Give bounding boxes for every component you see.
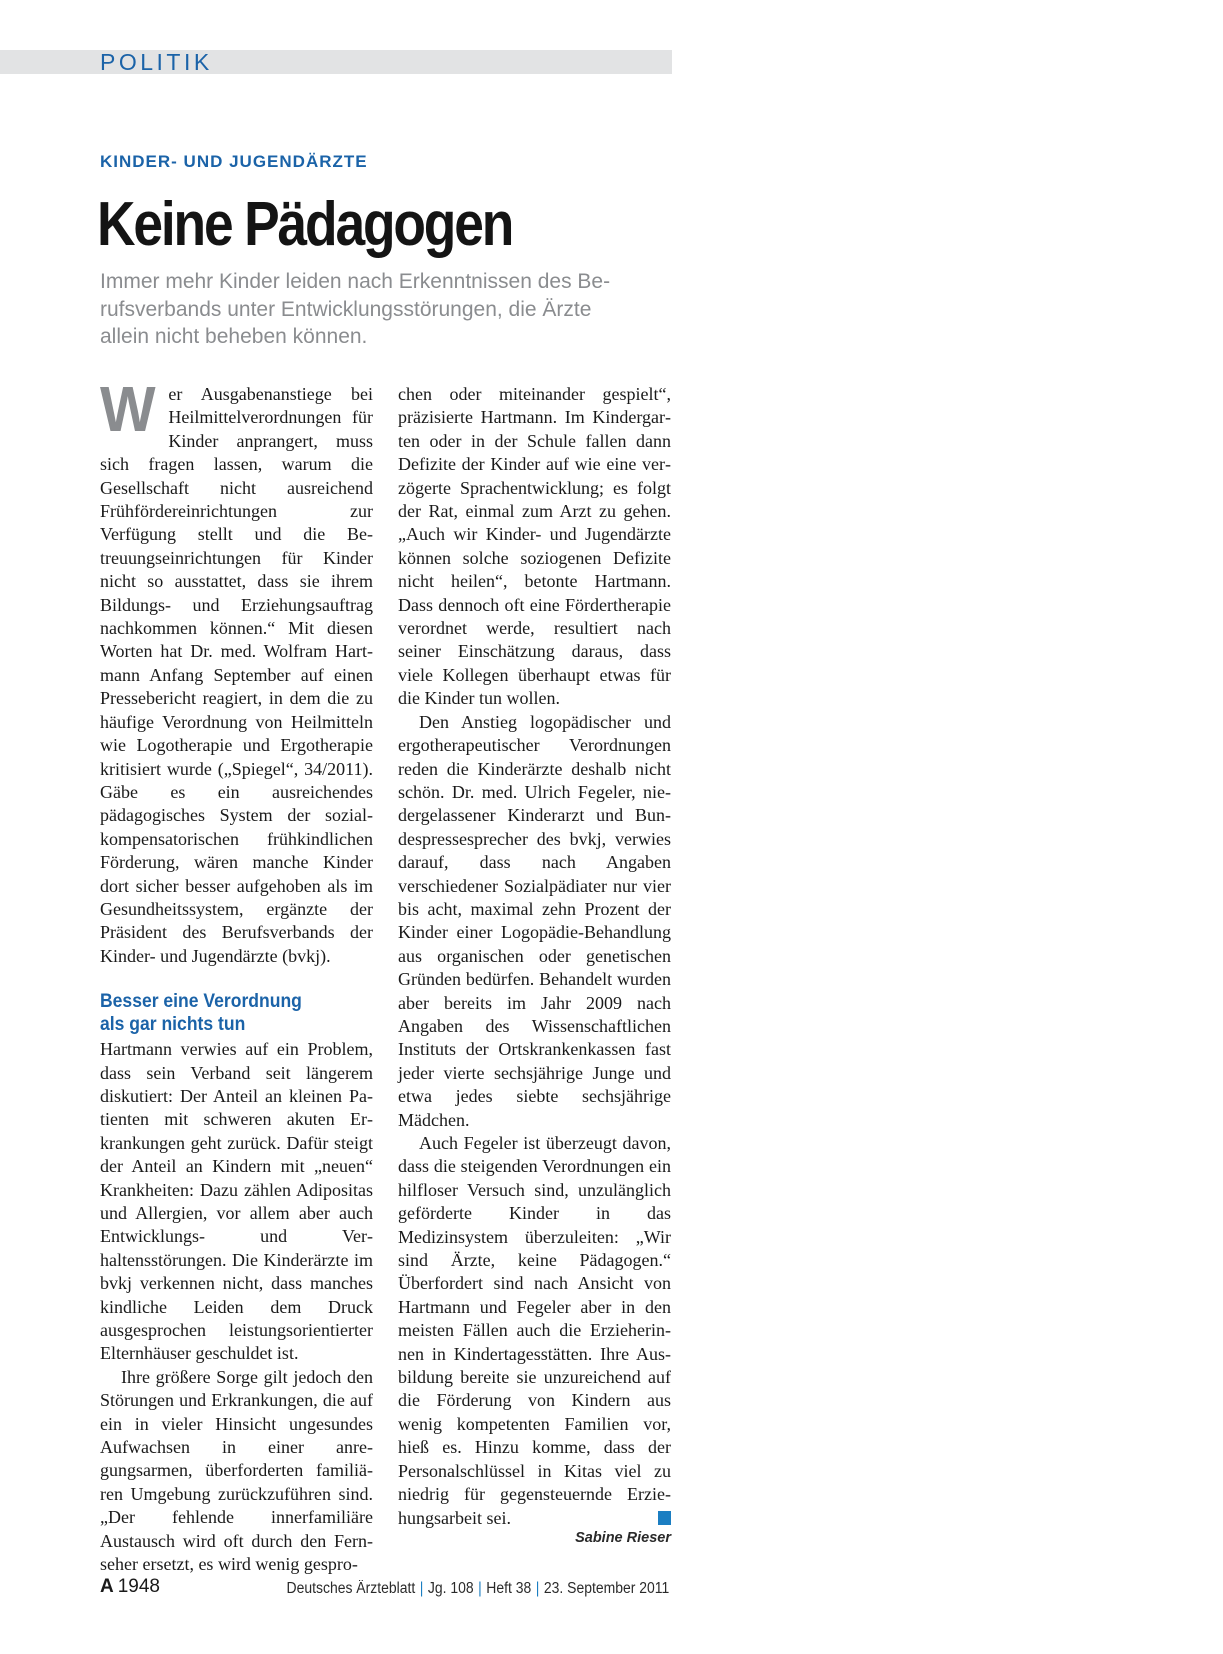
journal-volume: Jg. 108 xyxy=(427,1580,474,1597)
separator: | xyxy=(419,1580,424,1597)
folio-number: 1948 xyxy=(117,1576,161,1597)
folio-prefix: A xyxy=(100,1576,114,1597)
body-paragraph-text: er Ausgabenanstiege bei Heilmittelverordnungen für Kinder anprangert, muss sich fragen lassen, warum die Gesellschaft nicht ausreichend Frühfördereinrichtungen zur Verfügung stellt und die Betreuungseinrichtungen für Kinder nicht so ausstattet, dass sie ihrem Bildungs- und Erziehungsauftrag nachkommen können.“ Mit diesen Worten hat Dr. med. Wolfram Hartmann Anfang September auf einen Pressebericht reagiert, in dem die zu häufige Verordnung von Heilmitteln wie Logotherapie und Ergotherapie kritisiert wurde („Spiegel“, 34/2011). Gäbe es ein ausreichendes pädagogisches System der sozialkompensatorischen frühkindlichen Förderung, wären manche Kinder dort sicher besser aufgehoben als im Gesundheitssystem, ergänzte der Präsident des Berufsverbands der Kinder- und Jugendärzte (bvkj). xyxy=(100,384,373,966)
article-subheading xyxy=(100,990,370,1036)
subheading-line: Besser eine Verordnung xyxy=(100,990,302,1013)
body-paragraph xyxy=(100,373,373,968)
body-paragraph-text: Auch Fegeler ist überzeugt davon, dass die steigenden Verordnungen ein hilfloser Versuch sind, unzulänglich geförderte Kinder in das Medizinsystem überzuleiten: „Wir sind Ärzte, keine Pädagogen.“ Überfordert sind nach Ansicht von Hartmann und Fegeler aber in den meisten Fällen auch die Erzieherinnen in Kindertagesstätten. Ihre Ausbildung bereite sie unzureichend auf die Förderung von Kindern aus wenig kompetenten Familien vor, hieß es. Hinzu komme, dass der Personalschlüssel in Kitas viel zu niedrig für gegensteuernde Erziehungsarbeit sei. xyxy=(398,1133,671,1528)
journal-issue: Heft 38 xyxy=(486,1580,531,1597)
subheading-line: als gar nichts tun xyxy=(100,1013,246,1036)
body-paragraph-continued: chen oder miteinander gespielt“, präzisierte Hartmann. Im Kindergarten oder in der Schule fallen dann Defizite der Kinder auf wie eine verzögerte Sprachentwicklung; es folgt der Rat, einmal zum Arzt zu gehen. „Auch wir Kinder- und Jugendärzte können solche soziogenen Defizite nicht heilen“, betonte Hartmann. Dass dennoch oft eine Fördertherapie verordnet werde, resultiert nach seiner Einschätzung daraus, dass viele Kollegen überhaupt etwas für die Kinder tun wollen. xyxy=(398,384,671,709)
deck-line: allein nicht beheben können. xyxy=(100,325,368,348)
body-paragraph xyxy=(398,1132,671,1530)
section-label: POLITIK xyxy=(100,49,213,75)
journal-date: 23. September 2011 xyxy=(543,1580,669,1597)
deck-line: Immer mehr Kinder leiden nach Erkenntnissen des Be- xyxy=(100,270,611,293)
article-deck xyxy=(100,268,672,351)
separator: | xyxy=(535,1580,540,1597)
journal-name: Deutsches Ärzteblatt xyxy=(286,1580,415,1597)
body-paragraph: Ihre größere Sorge gilt jedoch den Störungen und Erkrankungen, die auf ein in vieler Hinsicht ungesundes Aufwachsen in einer anregungsarmen, überforderten familiären Umgebung zurückzuführen sind. „Der fehlende innerfamiliäre Austausch wird oft durch den Fernseher ersetzt, es wird wenig gespro- xyxy=(100,1366,373,1575)
article-headline: Keine Pädagogen xyxy=(97,190,513,259)
page-folio xyxy=(100,1576,160,1598)
author-byline: Sabine Rieser xyxy=(575,1530,671,1546)
body-paragraph: Den Anstieg logopädischer und ergotherapeutischer Verordnungen reden die Kinderärzte deshalb nicht schön. Dr. med. Ulrich Fegeler, niedergelassener Kinderarzt und Bundespressesprecher des bvkj, verwies darauf, dass nach Angaben verschiedener Sozialpädiater nur vier bis acht, maximal zehn Prozent der Kinder einer Logopädie-Behandlung aus organischen oder genetischen Gründen bedürfen. Behandelt wurden aber bereits im Jahr 2009 nach Angaben des Wissenschaftlichen Instituts der Ortskrankenkassen fast jeder vierte sechsjährige Junge und etwa jedes siebte sechsjährige Mädchen. xyxy=(398,711,671,1130)
separator: | xyxy=(477,1580,482,1597)
end-of-article-marker xyxy=(658,1511,671,1525)
drop-cap: W xyxy=(100,373,156,445)
article-kicker: KINDER- UND JUGENDÄRZTE xyxy=(100,152,368,171)
article-column-left xyxy=(100,373,373,1577)
body-paragraph: Hartmann verwies auf ein Problem, dass sein Verband seit längerem diskutiert: Der Anteil an kleinen Patienten mit schweren akuten Erkrankungen geht zurück. Dafür steigt der Anteil an Kindern mit „neuen“ Krankheiten: Dazu zählen Adipositas und Allergien, vor allem aber auch Entwicklungs- und Verhaltensstörungen. Die Kinderärzte im bvkj verkennen nicht, dass manches kindliche Leiden dem Druck ausgesprochen leistungsorientierter Elternhäuser geschuldet ist. xyxy=(100,1039,373,1364)
article-column-right xyxy=(398,383,671,1530)
deck-line: rufsverbands unter Entwicklungsstörungen, die Ärzte xyxy=(100,297,592,321)
journal-footer xyxy=(286,1580,669,1598)
